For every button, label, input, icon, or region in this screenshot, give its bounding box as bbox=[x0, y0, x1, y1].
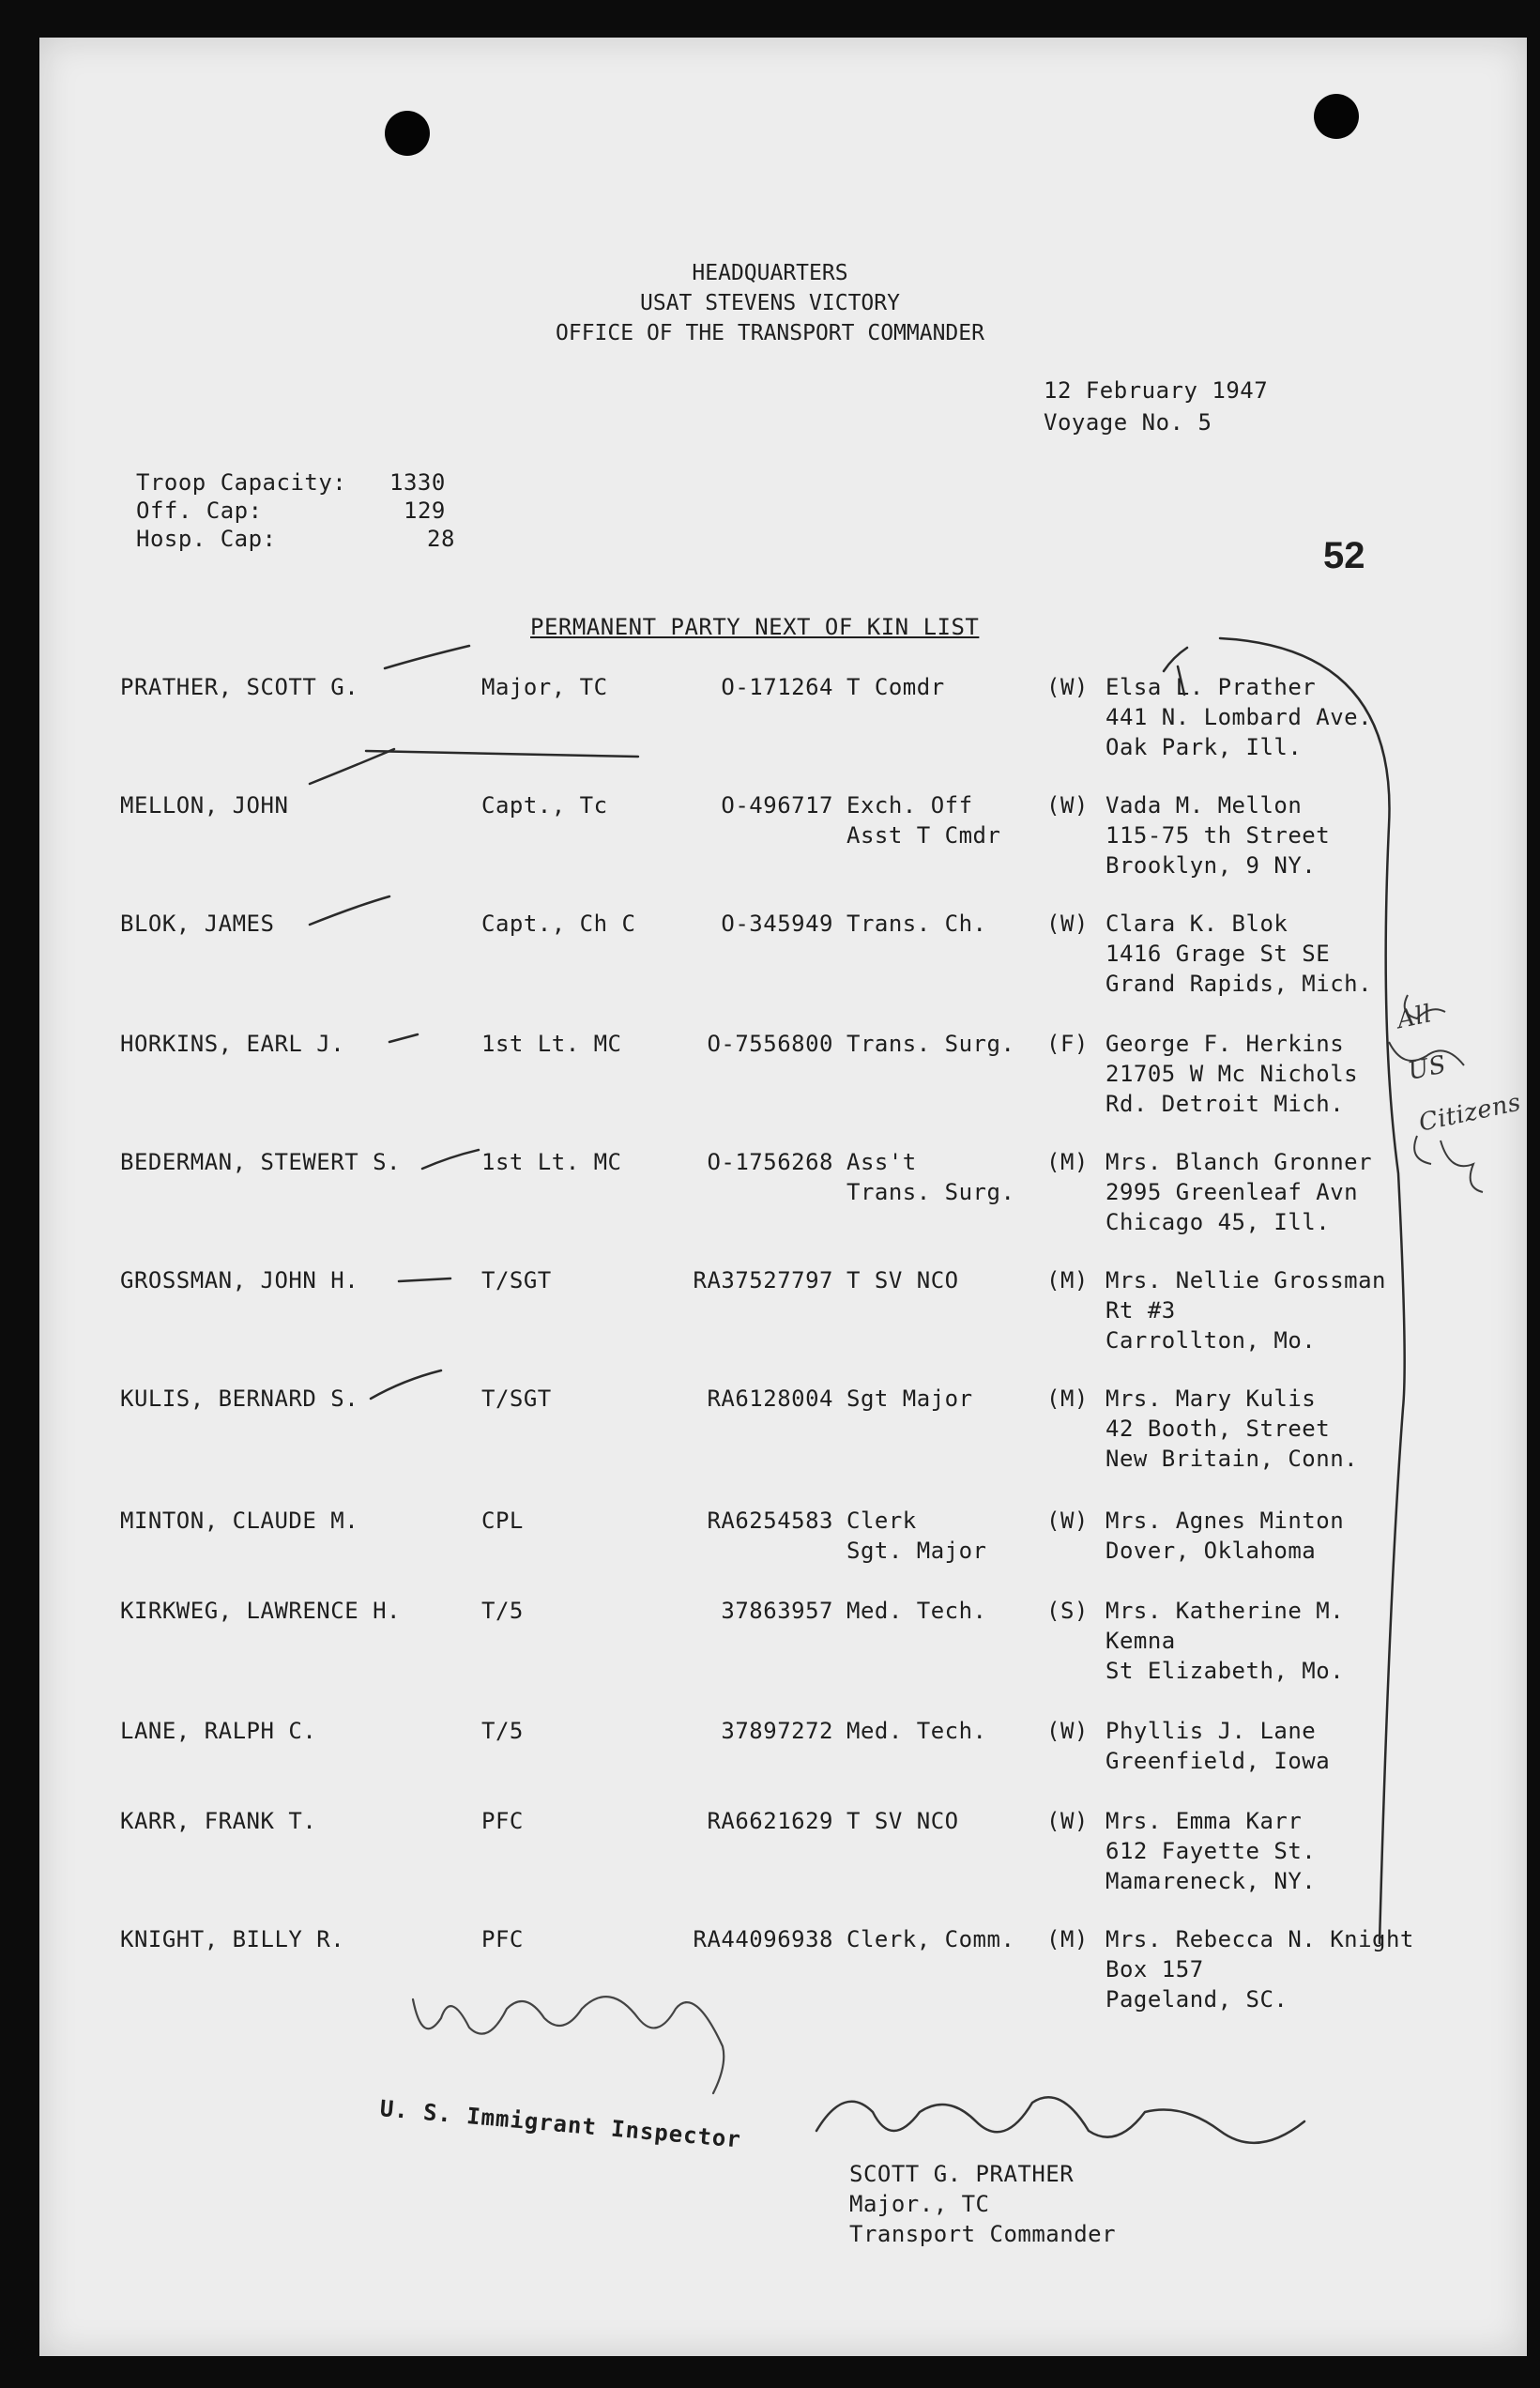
row-kin-line: Vada M. Mellon bbox=[1105, 792, 1303, 819]
row-name: MELLON, JOHN bbox=[120, 792, 289, 819]
row-kin-line: 42 Booth, Street bbox=[1105, 1416, 1331, 1442]
row-name: MINTON, CLAUDE M. bbox=[120, 1508, 359, 1534]
row-kin-line: Mrs. Emma Karr bbox=[1105, 1808, 1303, 1834]
row-kin-line: 1416 Grage St SE bbox=[1105, 941, 1331, 967]
row-duty-line: T SV NCO bbox=[846, 1267, 959, 1294]
commander-signature bbox=[816, 2097, 1304, 2143]
row-kin-line: Greenfield, Iowa bbox=[1105, 1748, 1331, 1774]
header-line-3: OFFICE OF THE TRANSPORT COMMANDER bbox=[556, 321, 984, 345]
row-kin-line: St Elizabeth, Mo. bbox=[1105, 1658, 1345, 1684]
row-rel: (F) bbox=[1046, 1031, 1089, 1057]
row-name: PRATHER, SCOTT G. bbox=[120, 674, 359, 700]
signature-title: Transport Commander bbox=[849, 2221, 1117, 2247]
row-rank: PFC bbox=[481, 1808, 524, 1834]
hospital-capacity-value: 28 bbox=[427, 526, 455, 552]
row-duty-line: Med. Tech. bbox=[846, 1718, 987, 1744]
row-name: KULIS, BERNARD S. bbox=[120, 1385, 359, 1412]
row-serial: O-171264 bbox=[721, 674, 833, 700]
row-kin-line: Rt #3 bbox=[1105, 1297, 1176, 1324]
row-rel: (W) bbox=[1046, 674, 1089, 700]
officer-capacity-value: 129 bbox=[404, 498, 446, 524]
row-kin-line: New Britain, Conn. bbox=[1105, 1446, 1359, 1472]
row-rel: (M) bbox=[1046, 1926, 1089, 1952]
row-kin-line: Mrs. Nellie Grossman bbox=[1105, 1267, 1386, 1294]
voyage-number: Voyage No. 5 bbox=[1044, 409, 1212, 436]
row-kin-line: Mrs. Rebecca N. Knight bbox=[1105, 1926, 1414, 1952]
row-duty-line: Trans. Surg. bbox=[846, 1031, 1015, 1057]
row-serial: O-1756268 bbox=[707, 1149, 833, 1175]
row-duty-line: Trans. Ch. bbox=[846, 911, 987, 937]
signature-name: SCOTT G. PRATHER bbox=[849, 2161, 1075, 2187]
row-rank: CPL bbox=[481, 1508, 524, 1534]
row-kin-line: Rd. Detroit Mich. bbox=[1105, 1091, 1345, 1117]
officer-capacity-label: Off. Cap: bbox=[136, 498, 263, 524]
row-rank: Major, TC bbox=[481, 674, 608, 700]
row-kin-line: 441 N. Lombard Ave. bbox=[1105, 704, 1373, 730]
row-name: BLOK, JAMES bbox=[120, 911, 275, 937]
immigrant-inspector-stamp: U. S. Immigrant Inspector bbox=[378, 2095, 742, 2153]
row-kin-line: Elsa L. Prather bbox=[1105, 674, 1317, 700]
document-date: 12 February 1947 bbox=[1044, 377, 1269, 404]
row-duty-line: Clerk, Comm. bbox=[846, 1926, 1015, 1952]
row-rel: (M) bbox=[1046, 1149, 1089, 1175]
row-rank: T/5 bbox=[481, 1598, 524, 1624]
row-kin-line: Kemna bbox=[1105, 1628, 1176, 1654]
row-rel: (M) bbox=[1046, 1267, 1089, 1294]
row-kin-line: 115-75 th Street bbox=[1105, 822, 1331, 849]
row-rank: T/5 bbox=[481, 1718, 524, 1744]
row-rank: 1st Lt. MC bbox=[481, 1149, 622, 1175]
row-rank: Capt., Tc bbox=[481, 792, 608, 819]
row-rank: T/SGT bbox=[481, 1267, 552, 1294]
row-rank: 1st Lt. MC bbox=[481, 1031, 622, 1057]
row-rank: PFC bbox=[481, 1926, 524, 1952]
signature-rank: Major., TC bbox=[849, 2191, 990, 2217]
row-rank: Capt., Ch C bbox=[481, 911, 636, 937]
row-rel: (S) bbox=[1046, 1598, 1089, 1624]
row-rel: (W) bbox=[1046, 792, 1089, 819]
troop-capacity-label: Troop Capacity: bbox=[136, 469, 347, 496]
row-name: GROSSMAN, JOHN H. bbox=[120, 1267, 359, 1294]
row-serial: RA37527797 bbox=[693, 1267, 833, 1294]
row-serial: O-7556800 bbox=[707, 1031, 833, 1057]
row-name: KNIGHT, BILLY R. bbox=[120, 1926, 345, 1952]
row-duty-line: Exch. Off bbox=[846, 792, 973, 819]
row-serial: RA6254583 bbox=[707, 1508, 833, 1534]
row-rank: T/SGT bbox=[481, 1385, 552, 1412]
row-kin-line: Oak Park, Ill. bbox=[1105, 734, 1303, 760]
row-rel: (W) bbox=[1046, 1808, 1089, 1834]
row-kin-line: Clara K. Blok bbox=[1105, 911, 1288, 937]
inspector-signature bbox=[413, 1997, 724, 2093]
row-rel: (W) bbox=[1046, 1718, 1089, 1744]
row-name: HORKINS, EARL J. bbox=[120, 1031, 345, 1057]
row-serial: RA6621629 bbox=[707, 1808, 833, 1834]
header-line-2: USAT STEVENS VICTORY bbox=[640, 291, 900, 315]
header-line-1: HEADQUARTERS bbox=[692, 261, 848, 285]
row-kin-line: 21705 W Mc Nichols bbox=[1105, 1061, 1359, 1087]
list-title: PERMANENT PARTY NEXT OF KIN LIST bbox=[530, 614, 980, 640]
row-serial: 37863957 bbox=[721, 1598, 833, 1624]
row-duty-line: Sgt Major bbox=[846, 1385, 973, 1412]
row-serial: O-496717 bbox=[721, 792, 833, 819]
row-duty-line: Trans. Surg. bbox=[846, 1179, 1015, 1205]
row-kin-line: Box 157 bbox=[1105, 1956, 1204, 1982]
row-duty-line: Clerk bbox=[846, 1508, 917, 1534]
hospital-capacity-label: Hosp. Cap: bbox=[136, 526, 277, 552]
troop-capacity-value: 1330 bbox=[389, 469, 446, 496]
row-kin-line: Phyllis J. Lane bbox=[1105, 1718, 1317, 1744]
row-kin-line: Mrs. Agnes Minton bbox=[1105, 1508, 1345, 1534]
row-duty-line: T Comdr bbox=[846, 674, 945, 700]
row-kin-line: Pageland, SC. bbox=[1105, 1986, 1288, 2013]
row-kin-line: 2995 Greenleaf Avn bbox=[1105, 1179, 1359, 1205]
row-serial: RA6128004 bbox=[707, 1385, 833, 1412]
page-number: 52 bbox=[1323, 535, 1365, 576]
row-kin-line: Dover, Oklahoma bbox=[1105, 1538, 1317, 1564]
row-serial: 37897272 bbox=[721, 1718, 833, 1744]
row-kin-line: Brooklyn, 9 NY. bbox=[1105, 852, 1317, 879]
row-duty-line: T SV NCO bbox=[846, 1808, 959, 1834]
row-kin-line: Chicago 45, Ill. bbox=[1105, 1209, 1331, 1235]
row-kin-line: George F. Herkins bbox=[1105, 1031, 1345, 1057]
row-duty-line: Med. Tech. bbox=[846, 1598, 987, 1624]
row-serial: O-345949 bbox=[721, 911, 833, 937]
row-name: KARR, FRANK T. bbox=[120, 1808, 317, 1834]
row-kin-line: Mrs. Blanch Gronner bbox=[1105, 1149, 1373, 1175]
row-name: LANE, RALPH C. bbox=[120, 1718, 317, 1744]
row-duty-line: Asst T Cmdr bbox=[846, 822, 1001, 849]
row-duty-line: Sgt. Major bbox=[846, 1538, 987, 1564]
row-duty-line: Ass't bbox=[846, 1149, 917, 1175]
row-name: BEDERMAN, STEWERT S. bbox=[120, 1149, 401, 1175]
margin-note: All US Citizens bbox=[1395, 1000, 1524, 1138]
row-name: KIRKWEG, LAWRENCE H. bbox=[120, 1598, 401, 1624]
row-kin-line: Mamareneck, NY. bbox=[1105, 1868, 1317, 1894]
row-kin-line: Mrs. Mary Kulis bbox=[1105, 1385, 1317, 1412]
row-rel: (M) bbox=[1046, 1385, 1089, 1412]
row-kin-line: Mrs. Katherine M. bbox=[1105, 1598, 1345, 1624]
row-kin-line: Grand Rapids, Mich. bbox=[1105, 971, 1373, 997]
row-rel: (W) bbox=[1046, 911, 1089, 937]
row-serial: RA44096938 bbox=[693, 1926, 833, 1952]
row-kin-line: Carrollton, Mo. bbox=[1105, 1327, 1317, 1354]
row-kin-line: 612 Fayette St. bbox=[1105, 1838, 1317, 1864]
row-rel: (W) bbox=[1046, 1508, 1089, 1534]
